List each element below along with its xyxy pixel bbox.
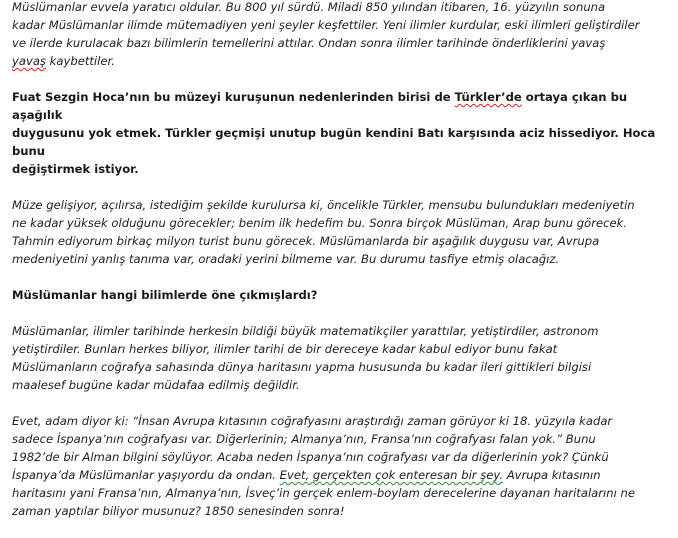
spelling-flag-word[interactable]: yavaş <box>12 54 46 68</box>
grammar-flag-phrase[interactable]: Evet, gerçekten çok enteresan bir şey. <box>279 468 504 482</box>
text-run: Müslümanlar hangi bilimlerde öne çıkmışlardı? <box>12 288 318 302</box>
paragraph-question-bold <box>12 88 674 178</box>
paragraph-museum-answer <box>12 196 674 268</box>
text-run: kaybettiler. <box>45 54 115 68</box>
text-run: Müslümanlar, ilimler tarihinde herkesin bildiği büyük matematikçiler yarattılar, yetiştirdiler, astronom yetiştirdiler. Bunları herkes biliyor, ilimler tarihi de bir dereceye kadar kabul ediyor bunu fakat Müslümanların coğrafya sahasında dünya haritasını yapma hususunda bu kadar ileri gittikleri bilgisi maalesef bugüne kadar müdafaa edilmiş değildir. <box>12 324 599 392</box>
paragraph-intro <box>12 0 674 70</box>
spelling-flag-word[interactable]: Türkler’de <box>454 90 522 104</box>
document-body <box>12 0 674 538</box>
text-run: Müze gelişiyor, açılırsa, istediğim şekilde kurulursa ki, öncelikle Türkler, mensubu bulundukları medeniyetin ne kadar yüksek olduğunu görecekler; benim ilk hedefim bu. Sonra birçok Müslüman, Arap bunu görecek. Tahmin ediyorum birkaç milyon turist bunu görecek. Müslümanlarda bir aşağılık duygusu var, Avrupa medeniyetini yanlış tanıma var, oradaki yerini bilmeme var. Bu durumu tasfiye etmiş olacağız. <box>12 198 635 266</box>
text-run: Avrupa kıtasının haritasını yani Fransa’nın, Almanya’nın, İsveç’in gerçek enlem-boylam derecelerine dayanan haritalarını ne zaman yaptılar biliyor musunuz? 1850 senesinden sonra! <box>12 468 635 518</box>
text-run: Evet, adam diyor ki: “İnsan Avrupa kıtasının coğrafyasını araştırdığı zaman görüyor ki 18. yüzyıla kadar sadece İspanya’nın coğrafyası var. Diğerlerinin; Almanya’nın, Fransa’nın coğrafyası falan yok.” Bunu 1982’de bir Alman bilgini söylüyor. Acaba neden İspanya’nın coğrafyası var da diğerlerinin yok? Çünkü İspanya’da Müslümanlar yaşıyordu da ondan. <box>12 414 613 482</box>
text-run: Müslümanlar evvela yaratıcı oldular. Bu 800 yıl sürdü. Miladi 850 yılından itibaren, 16. yüzyılın sonuna kadar Müslümanlar ilimde mütemadiyen yeni şeyler keşfettiler. Yeni ilimler kurdular, eski ilimleri geliştirdiler ve ilerde kurulacak bazı bilimlerin temellerini attılar. Ondan sonra ilimler tarihinde önderliklerini yavaş <box>12 0 640 50</box>
paragraph-geography-answer <box>12 412 674 520</box>
paragraph-sciences-answer <box>12 322 674 394</box>
text-run: ortaya çıkan bu aşağılık duygusunu yok etmek. Türkler geçmişi unutup bugün kendini Batı karşısında aciz hissediyor. Hoca bunu değiştirmek istiyor. <box>12 90 656 176</box>
text-run: Fuat Sezgin Hoca’nın bu müzeyi kuruşunun nedenlerinden birisi de <box>12 90 455 104</box>
paragraph-heading-question <box>12 286 674 304</box>
